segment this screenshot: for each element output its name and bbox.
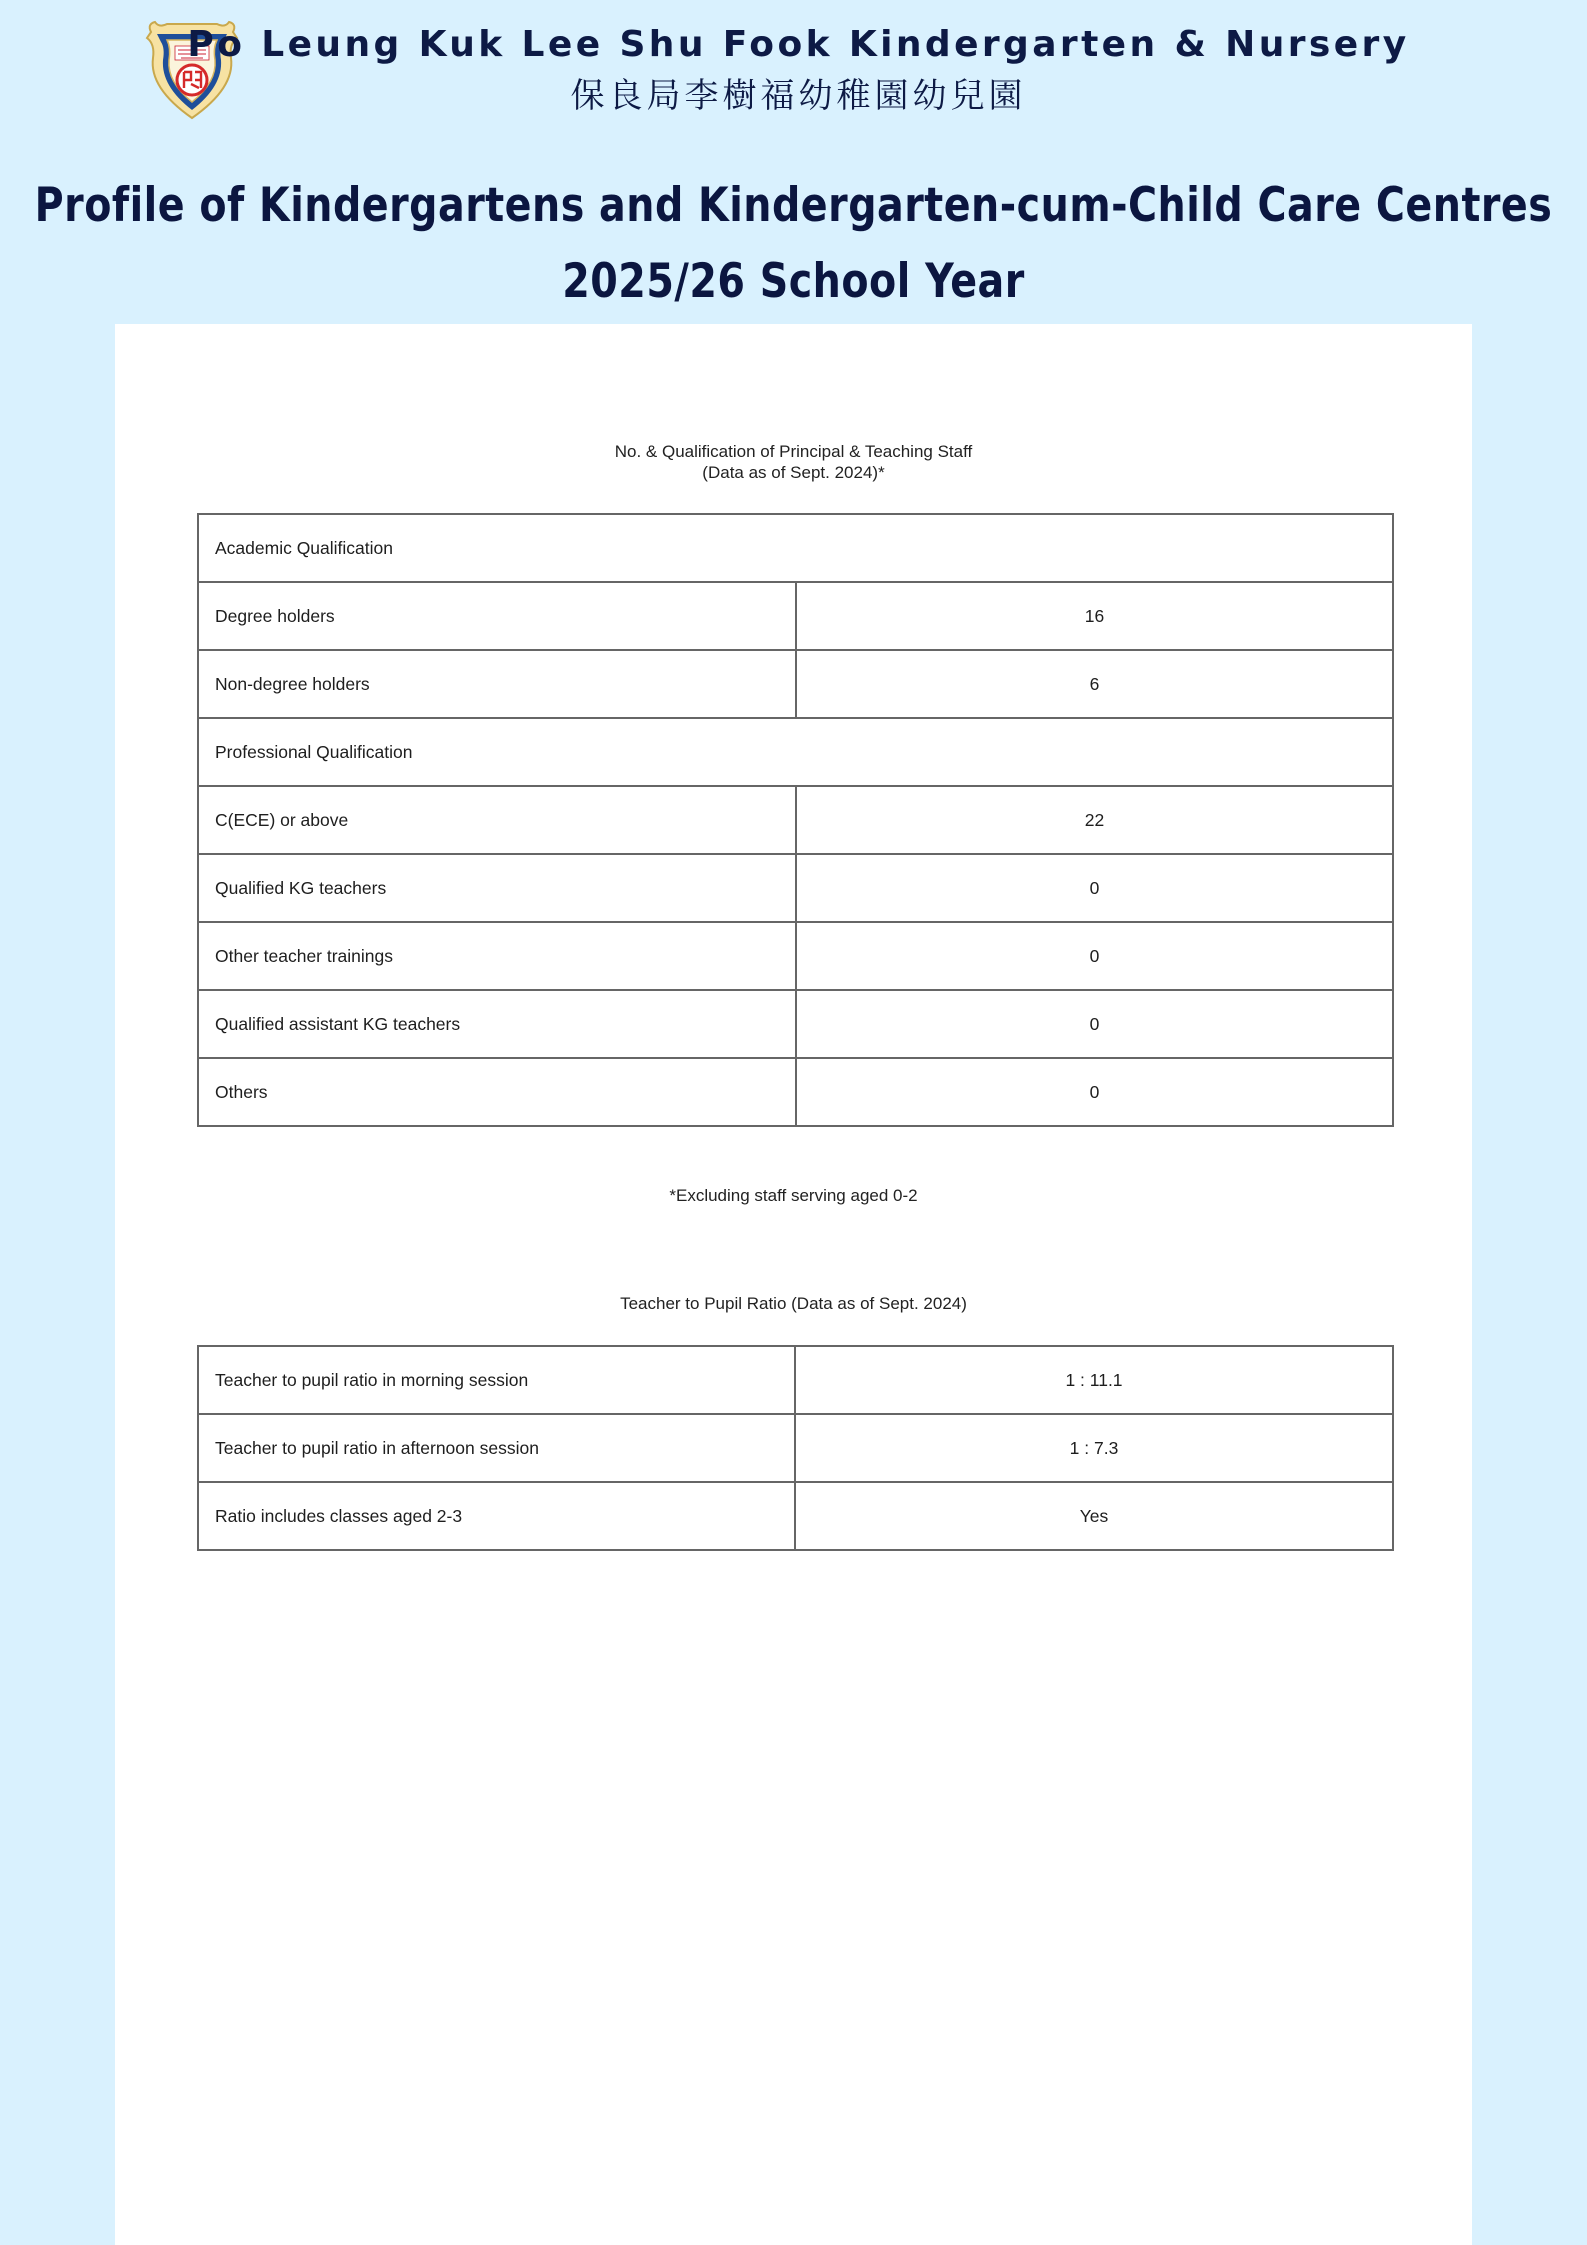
row-label: Degree holders <box>198 582 796 650</box>
table-row <box>198 582 1393 650</box>
row-label: Qualified assistant KG teachers <box>198 990 796 1058</box>
table-row <box>198 514 1393 582</box>
row-label: Ratio includes classes aged 2-3 <box>198 1482 795 1550</box>
section-header-cell: Academic Qualification <box>198 514 1393 582</box>
row-label: Teacher to pupil ratio in morning session <box>198 1346 795 1414</box>
table-row <box>198 718 1393 786</box>
row-value: 1 : 7.3 <box>795 1414 1393 1482</box>
staff-qualification-table <box>197 513 1394 1127</box>
staff-table-caption <box>115 441 1472 483</box>
row-value: 6 <box>796 650 1393 718</box>
table-row <box>198 650 1393 718</box>
page-title: Profile of Kindergartens and Kindergarten-cum-Child Care Centres <box>34 177 1553 234</box>
document-sheet <box>115 324 1472 2245</box>
table-row <box>198 1482 1393 1550</box>
page-header <box>0 0 1587 130</box>
table-row <box>198 1414 1393 1482</box>
row-value: 0 <box>796 922 1393 990</box>
school-name-english: Po Leung Kuk Lee Shu Fook Kindergarten & Nursery <box>187 24 1410 65</box>
table-row <box>198 990 1393 1058</box>
row-value: Yes <box>795 1482 1393 1550</box>
table-row <box>198 1058 1393 1126</box>
table-row <box>198 786 1393 854</box>
table-row <box>198 1346 1393 1414</box>
row-label: Teacher to pupil ratio in afternoon session <box>198 1414 795 1482</box>
table-row <box>198 854 1393 922</box>
row-value: 22 <box>796 786 1393 854</box>
row-label: C(ECE) or above <box>198 786 796 854</box>
row-label: Qualified KG teachers <box>198 854 796 922</box>
row-value: 0 <box>796 1058 1393 1126</box>
row-value: 0 <box>796 990 1393 1058</box>
table-row <box>198 922 1393 990</box>
row-value: 1 : 11.1 <box>795 1346 1393 1414</box>
school-name-chinese: 保良局李樹福幼稚園幼兒園 <box>570 76 1027 116</box>
section-header-cell: Professional Qualification <box>198 718 1393 786</box>
staff-table-caption-line2: (Data as of Sept. 2024)* <box>702 463 885 482</box>
staff-table-caption-line1: No. & Qualification of Principal & Teaching Staff <box>614 442 973 461</box>
row-label: Non-degree holders <box>198 650 796 718</box>
page-subtitle-school-year: 2025/26 School Year <box>562 253 1025 310</box>
row-value: 16 <box>796 582 1393 650</box>
ratio-table-caption: Teacher to Pupil Ratio (Data as of Sept. 2024) <box>620 1294 967 1313</box>
row-value: 0 <box>796 854 1393 922</box>
teacher-pupil-ratio-table <box>197 1345 1394 1551</box>
staff-table-footnote: *Excluding staff serving aged 0-2 <box>669 1186 918 1205</box>
row-label: Others <box>198 1058 796 1126</box>
row-label: Other teacher trainings <box>198 922 796 990</box>
